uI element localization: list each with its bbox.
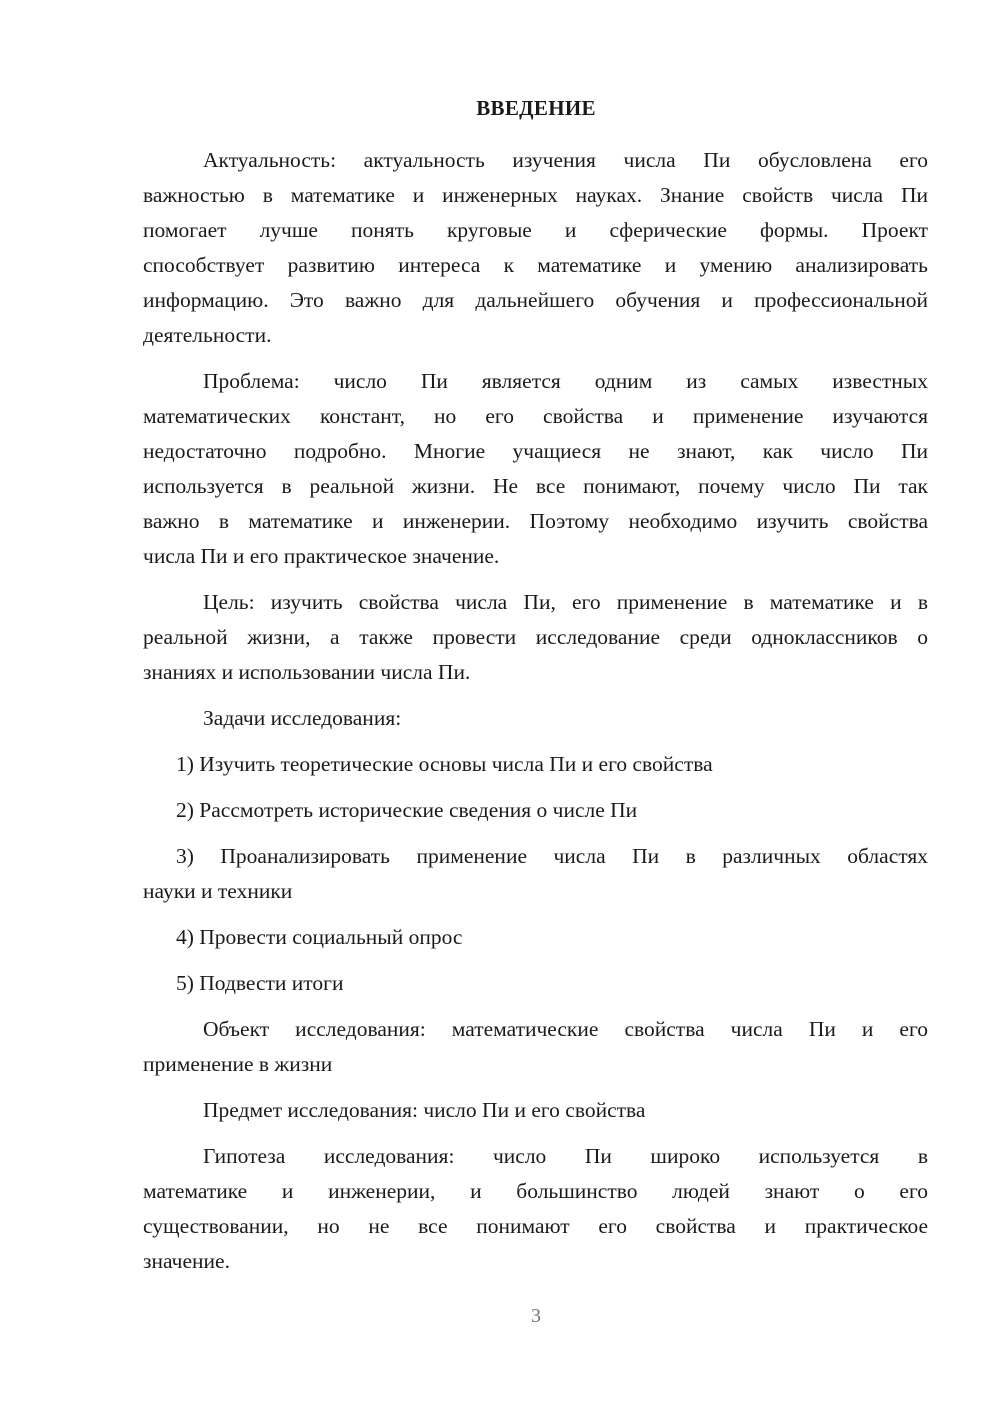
paragraph — [143, 701, 928, 736]
paragraph — [143, 1093, 928, 1128]
list-item — [143, 747, 928, 782]
list-item — [143, 966, 928, 1001]
text-line: применение в жизни — [143, 1052, 333, 1076]
text-line: Цель: изучить свойства числа Пи, его применение в математике и в — [203, 590, 928, 614]
text-line: Проблема: число Пи является одним из самых известных — [203, 369, 928, 393]
paragraph — [143, 364, 928, 574]
text-line: Объект исследования: математические свойства числа Пи и его — [203, 1017, 928, 1041]
text-line: значение. — [143, 1249, 230, 1273]
page-number: 3 — [531, 1305, 541, 1327]
text-line: Актуальность: актуальность изучения числа Пи обусловлена его — [203, 148, 928, 172]
paragraph — [143, 585, 928, 690]
text-line: важно в математике и инженерии. Поэтому необходимо изучить свойства — [143, 509, 928, 533]
list-item — [143, 920, 928, 955]
text-line: способствует развитию интереса к математике и умению анализировать — [143, 253, 928, 277]
text-line: помогает лучше понять круговые и сферические формы. Проект — [143, 218, 928, 242]
text-line: 4) Провести социальный опрос — [176, 925, 463, 949]
text-line: информацию. Это важно для дальнейшего обучения и профессиональной — [143, 288, 928, 312]
text-line: деятельности. — [143, 323, 272, 347]
text-line: математике и инженерии, и большинство людей знают о его — [143, 1179, 928, 1203]
text-line: знаниях и использовании числа Пи. — [143, 660, 471, 684]
list-item — [143, 839, 928, 909]
document-body — [143, 143, 928, 1290]
text-line: Предмет исследования: число Пи и его свойства — [203, 1098, 646, 1122]
text-line: 5) Подвести итоги — [176, 971, 344, 995]
text-line: Гипотеза исследования: число Пи широко используется в — [203, 1144, 928, 1168]
text-line: науки и техники — [143, 879, 293, 903]
paragraph — [143, 143, 928, 353]
text-line: недостаточно подробно. Многие учащиеся не знают, как число Пи — [143, 439, 928, 463]
text-line: используется в реальной жизни. Не все понимают, почему число Пи так — [143, 474, 928, 498]
text-line: важностью в математике и инженерных науках. Знание свойств числа Пи — [143, 183, 928, 207]
text-line: 2) Рассмотреть исторические сведения о числе Пи — [176, 798, 638, 822]
text-line: реальной жизни, а также провести исследование среди одноклассников о — [143, 625, 928, 649]
paragraph — [143, 1139, 928, 1279]
paragraph — [143, 1012, 928, 1082]
text-line: 1) Изучить теоретические основы числа Пи и его свойства — [176, 752, 713, 776]
text-line: числа Пи и его практическое значение. — [143, 544, 500, 568]
text-line: существовании, но не все понимают его свойства и практическое — [143, 1214, 928, 1238]
text-line: математических констант, но его свойства и применение изучаются — [143, 404, 928, 428]
list-item — [143, 793, 928, 828]
text-line: 3) Проанализировать применение числа Пи в различных областях — [176, 844, 928, 868]
text-line: Задачи исследования: — [203, 706, 402, 730]
section-title: ВВЕДЕНИЕ — [476, 96, 596, 120]
